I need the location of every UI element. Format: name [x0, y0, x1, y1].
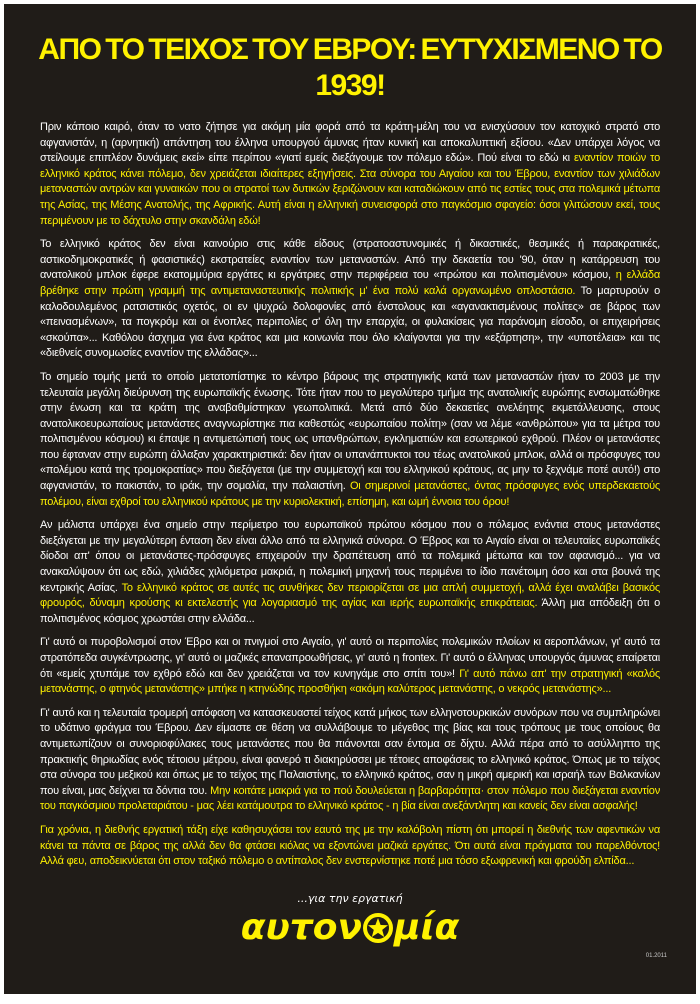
highlighted-text: Για χρόνια, η διεθνής εργατική τάξη είχε καθησυχάσει τον εαυτό της με την καλόβολη πίστη ότι μπορεί η διεθνής των αφεντικών να κάνει τα πάντα σε βάρος της αλλά δεν θα φτάσει κιόλας να εξοντώνει μαζικά εργάτες. Ότι αυτά είναι πράγματα του παρελθόντος! Αλλά φευ, αποδεικνύεται ότι στον ταξικό πόλεμο ο αντίπαλος δεν ενστερνίστηκε ποτέ μια τόσο εξωφρενική και φρούδη ελπίδα...: [40, 823, 660, 868]
body-text-segment: Πριν κάποιο καιρό, όταν το νατο ζήτησε για ακόμη μία φορά από τα κράτη-μέλη του να ενισχύσουν τον κατοχικό στρατό στο αφγανιστάν, η (αρνητική) απάντηση του έλληνα υπουργού άμυνας ήταν κυνική και αποκαλυπτική εξίσου. «Δεν υπάρχει λόγος να στείλουμε επιπλέον δυνάμεις εκεί» είπε περίπου «γιατί εμείς διεξάγουμε τον πόλεμο εδώ». Πού είναι το εδώ κι: [40, 121, 660, 165]
body-text-segment: Άλλη μια απόδειξη ότι ο πολιτισμένος κόσμος χρωστάει στην ελλάδα...: [40, 597, 660, 625]
logo-text-start: αυτον: [240, 906, 363, 948]
body-text-segment: Αν μάλιστα υπάρχει ένα σημείο στην περίμετρο του ευρωπαϊκού πρώτου κόσμου που ο πόλεμος ενάντια στους μετανάστες διεξάγεται με την μεγαλύτερη ένταση δεν είναι άλλο από τα ελληνικά σύνορα. Ο Έβρος και το Αιγαίο είναι οι τελευταίες ευρωπαϊκές δίοδοι απ' όπου οι μετανάστες-πρόσφυγες επιχειρούν την δραπέτευση από τα πολεμικά μέτωπα και τον αφανισμό... για να ανακαλύψουν ότι ως εδώ, χιλιάδες χιλιόμετρα μακριά, η πολεμική μηχανή τους περιμένει το ίδιο πανέτοιμη όσο και στα βουνά της κεντρικής Ασίας.: [40, 519, 660, 594]
autonomia-logo: [241, 906, 460, 950]
highlighted-text: Μην κοιτάτε μακριά για το πού δουλεύεται η βαρβαρότητα· στον πόλεμο που διεξάγεται εναντίον του παγκόσμιου προλεταριάτου - μας λέει κατάμουτρα το ελληνικό κράτος - η βία είναι ανεξάντλητη και κανείς δεν είναι ασφαλής!: [40, 784, 660, 813]
highlighted-text: η ελλάδα βρέθηκε στην πρώτη γραμμή της αντιμεταναστευτικής πολιτικής μ' ένα πολύ καλά οργανωμένο οπλοστάσιο.: [40, 269, 660, 297]
article-paragraph: [40, 635, 660, 697]
highlighted-text: Το ελληνικό κράτος σε αυτές τις συνθήκες δεν περιορίζεται σε μια απλή συμμετοχή, αλλά έχει αναλάβει βασικός φρουρός, δύναμη κρούσης κι εκτελεστής για λογαριασμό της αγίας και ιερής ευρωπαϊκής επικράτειας.: [40, 581, 660, 610]
footer-tagline: ...για την εργατική: [297, 891, 403, 905]
article-paragraph: [40, 823, 660, 870]
body-text-segment: Γι' αυτό και η τελευταία τρομερή απόφαση να κατασκευαστεί τείχος κατά μήκος των ελληνοτουρκικών συνόρων που να συμπληρώνει το υδάτινο φράγμα του Έβρου. Δεν είμαστε σε θέση να συλλάβουμε το μέγεθος της βίας και τους τρόπους με τους οποίους θα αντιμετωπίζουν οι συνοριοφύλακες τους μετανάστες που θα πιάνονται σαν έντομα σε δίχτυ. Αλλά πέρα από το ασύλληπτο της πρακτικής θηριωδίας ενός τέτοιου μέτρου, είναι φανερό τι διακηρύσσει με τέτοιες αποφάσεις το ελληνικό κράτος. Όπως με το τείχος στα σύνορα του μεξικού και όπως με το τείχος της Παλαιστίνης, το ελληνικό κράτος, σαν η μικρή αμερική και ισραήλ των Βαλκανίων που είναι, μας δείχνει τα δόντια του.: [40, 706, 660, 797]
article-paragraph: [40, 706, 660, 815]
poster: [4, 4, 696, 994]
article-body: [40, 120, 660, 878]
body-text-segment: Γι' αυτό οι πυροβολισμοί στον Έβρο και οι πνιγμοί στο Αιγαίο, γι' αυτό οι περιπολίες πολεμικών πλοίων κι αεροπλάνων, γι' αυτό τα στρατόπεδα συγκέντρωσης, γι' αυτό οι μαζικές επαναπροωθήσεις, γι' αυτό η frontex. Γι' αυτό ο έλληνας υπουργός άμυνας επαίρεται ότι «εμείς χτυπάμε τον εχθρό εδώ και δεν χρειάζεται να τον κυνηγάμε στο σπίτι του»!: [40, 636, 660, 680]
highlighted-text: Οι σημερινοί μετανάστες, όντας πρόσφυγες ενός υπερδεκαετούς πολέμου, είναι εχθροί του ελληνικού κράτους με την κυριολεκτική, επίσημη, και ωμή έννοια του όρου!: [40, 480, 661, 508]
date-code: 01.2011: [645, 952, 667, 959]
body-text-segment: Το ελληνικό κράτος δεν είναι καινούριο στις κάθε είδους (στρατοαστυνομικές ή δικαστικές, θεσμικές ή παρακρατικές, αστικοδημοκρατικές ή φασιστικές) εκστρατείες εναντίον των μεταναστών. Από την δεκαετία του '90, όταν η κατάρρευση του ανατολικού μπλοκ έφερε εκατομμύρια εργάτες κι εργάτριες στην περιφέρεια του «πρώτου και πολιτισμένου» κόσμου,: [40, 238, 660, 282]
article-paragraph: [40, 370, 660, 510]
body-text-segment: Το σημείο τομής μετά το οποίο μετατοπίστηκε το κέντρο βάρους της στρατηγικής κατά των μεταναστών ήταν το 2003 με την τελευταία μεγάλη διεύρυνση της ευρωπαϊκής ένωσης. Τότε ήταν που το μεγαλύτερο τμήμα της ανατολικής ευρώπης ενσωματώθηκε στην ένωση και τα κράτη της αναβαθμίστηκαν γεωπολιτικά. Μετά από δύο δεκαετίες ανελέητης εκμετάλλευσης, στους ανατολικοευρωπαίους μετανάστες αναγνωρίστηκε πια καθεστώς «ευρωπαίου πολίτη» (σαν να λέμε «ανθρώπου» για τα μέτρα του πολιτισμένου κόσμου) κι έπαψε η αντιμετώπισή τους ως υπανθρώπων, εγκληματιών και εσωτερικού εχθρού. Πλέον οι μετανάστες που έφταναν στην ευρώπη άλλαξαν χαρακτηριστικά: δεν ήταν οι υπανάπτυκτοι του τέως ανατολικού μπλοκ, αλλά οι πρόσφυγες του «πολέμου κατά της τρομοκρατίας» που διεξάγεται (με την συμμετοχή και του ελληνικού κράτους, ας μην το ξεχνάμε ποτέ αυτό!) στο αφγανιστάν, το πακιστάν, το ιράκ, την σομαλία, την παλαιστίνη.: [40, 370, 660, 493]
star-icon: [363, 913, 393, 943]
highlighted-text: Γι' αυτό πάνω απ' την στρατηγική «καλός μετανάστης, ο φτηνός μετανάστης» μπήκε η κτηνώδης προσθήκη «ακόμη καλύτερος μετανάστης, ο νεκρός μετανάστης»...: [40, 667, 660, 696]
article-paragraph: [40, 518, 660, 627]
article-paragraph: [40, 237, 660, 362]
poster-title: ΑΠΟ ΤΟ ΤΕΙΧΟΣ ΤΟΥ ΕΒΡΟΥ: ΕΥΤΥΧΙΣΜΕΝΟ ΤΟ 1939!: [38, 33, 662, 102]
poster-footer: [25, 892, 675, 960]
article-paragraph: [40, 120, 660, 229]
highlighted-text: εναντίον ποιών το ελληνικό κράτος κάνει πόλεμο, δεν χρειάζεται ιδιαίτερες εξηγήσεις. Στα σύνορα του Αιγαίου και του Έβρου, εναντίον των χιλιάδων μεταναστών αντρών και γυναικών που οι στρατοί των δυτικών ξεριζώνουν και καταδιώκουν από τις εστίες τους στα πολεμικά μέτωπα της Ασίας, της Μέσης Ανατολής, της Αφρικής. Αυτή είναι η ελληνική συνεισφορά στο παγκόσμιο σφαγείο: όσοι γλιτώσουν εκεί, τους περιμένουν με το δάχτυλο στην σκανδάλη εδώ!: [40, 152, 660, 227]
logo-text-end: μία: [394, 906, 460, 948]
body-text-segment: Το μαρτυρούν ο καλοδουλεμένος ρατσιστικός οχετός, οι εν ψυχρώ δολοφονίες από ένστολους και «αγανακτισμένους πολίτες» σε βάρος των «πεινασμένων», τα πογκρόμ και οι ένοπλες περιπολίες σ' όλη την επαρχία, οι φυλακίσεις για παράνομη είσοδο, οι επιχειρήσεις «σκούπα»... Καθόλου άσχημα για ένα κράτος και μια κοινωνία που όλο κλαίγονται για την «εξάρτηση», την «υποτέλεια» και τις «διεθνείς συνομωσίες εναντίον της ελλάδας»...: [40, 284, 660, 360]
